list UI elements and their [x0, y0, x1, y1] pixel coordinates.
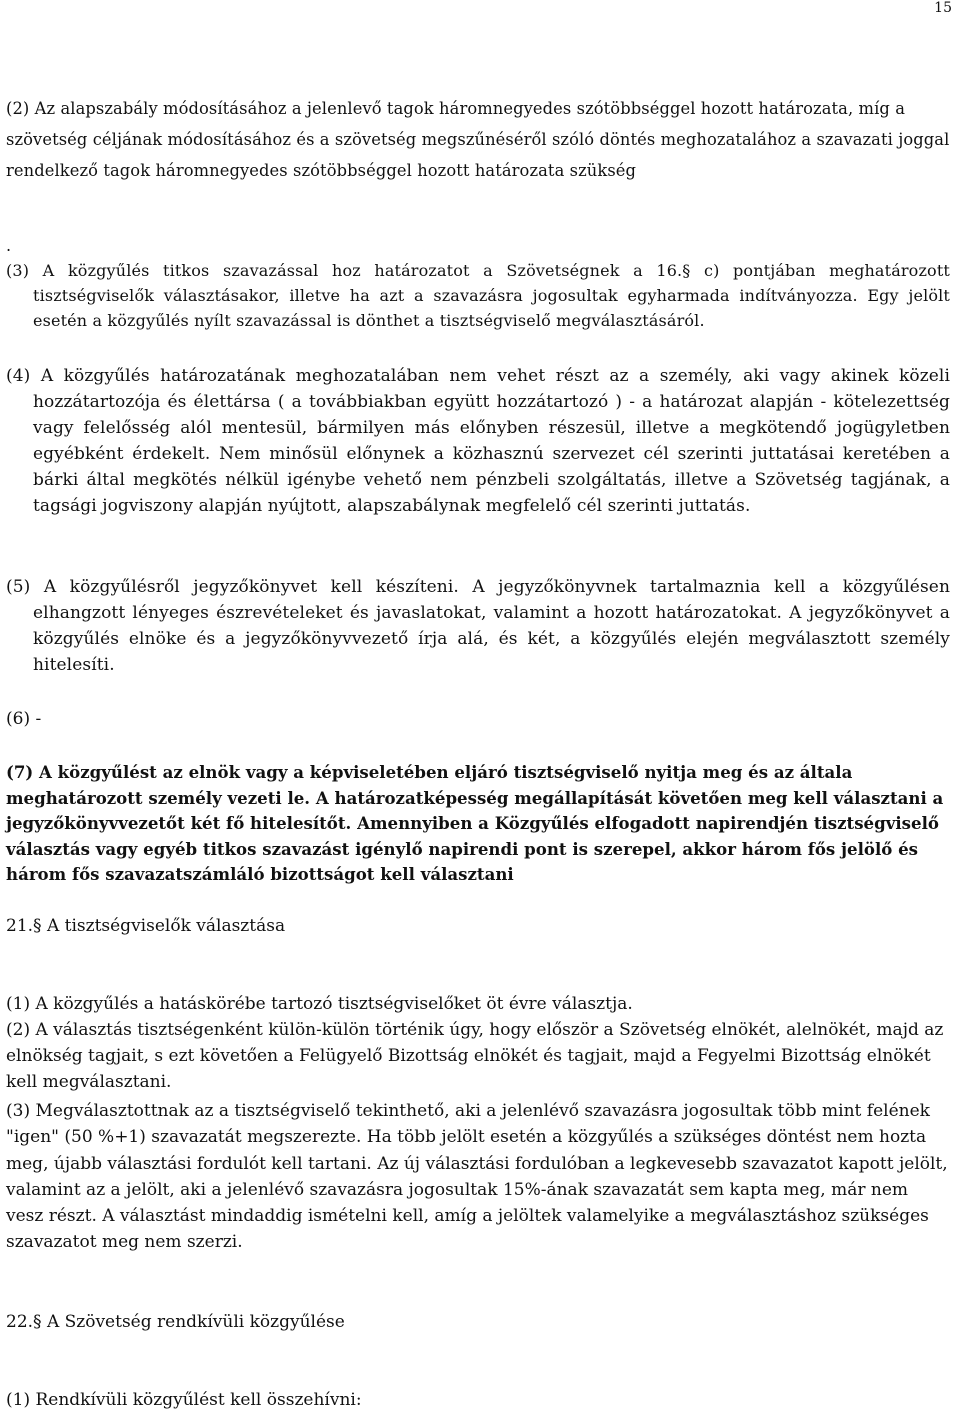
paragraph-3: (3) A közgyűlés titkos szavazással hoz határozatot a Szövetségnek a 16.§ c) pontjában meghatározott tisztségviselők választásakor, illetve ha azt a szavazásra jogosultak egyharmada indítványozza. Egy jelölt esetén a közgyűlés nyílt szavazással is dönthet a tisztségviselő megválasztásáról. — [6, 261, 950, 330]
paragraph-5: (5) A közgyűlésről jegyzőkönyvet kell készíteni. A jegyzőkönyvnek tartalmaznia kell a közgyűlésen elhangzott lényeges észrevételeket és javaslatokat, valamint a hozott határozatokat. A jegyzőkönyvet a közgyűlés elnöke és a jegyzőkönyvvezető írja alá, és két, a közgyűlés elején megválasztott személy hitelesíti. — [6, 577, 950, 675]
section-21-paragraph-3: (3) Megválasztottnak az a tisztségviselő tekinthető, aki a jelenlévő szavazásra jogosultak több mint felének "igen" (50 %+1) szavazatát megszerezte. Ha több jelölt esetén a közgyűlés a szükséges döntést nem hozta meg, újabb választási fordulót kell tartani. Az új választási fordulóban a legkevesebb szavazatot kapott jelölt, valamint az a jelölt, aki a jelenlévő szavazásra jogosultak 15%-ának szavazatát sem kapta meg, már nem vesz részt. A választást mindaddig ismételni kell, amíg a jelöltek valamelyike a megválasztáshoz szükséges szavazatot meg nem szerzi. — [6, 1101, 948, 1253]
section-21-paragraph-2: (2) A választás tisztségenként külön-külön történik úgy, hogy először a Szövetség elnökét, alelnökét, majd az elnökség tagjait, s ezt követően a Felügyelő Bizottság elnökét és tagjait, majd a Fegyelmi Bizottság elnökét kell megválasztani. — [6, 1020, 944, 1092]
paragraph-4: (4) A közgyűlés határozatának meghozatalában nem vehet részt az a személy, aki vagy akinek közeli hozzátartozója és élettársa ( a továbbiakban együtt hozzátartozó ) - a határozat alapján - kötelezettség vagy felelősség alól mentesül, bármilyen más előnyben részesül, illetve a megkötendő jogügyletben egyébként érdekelt. Nem minősül előnynek a közhasznú szervezet cél szerinti juttatásai keretében a bárki által megkötés nélkül igénybe vehető nem pénzbeli szolgáltatás, illetve a Szövetség tagjának, a tagsági jogviszony alapján nyújtott, alapszabálynak megfelelő cél szerinti juttatás. — [6, 366, 950, 516]
section-22-heading: 22.§ A Szövetség rendkívüli közgyűlése — [6, 1312, 345, 1332]
paragraph-2: (2) Az alapszabály módosításához a jelenlevő tagok háromnegyedes szótöbbséggel hozott határozata, míg a szövetség céljának módosításához és a szövetség megszűnéséről szóló döntés meghozatalához a szavazati joggal rendelkező tagok háromnegyedes szótöbbséggel hozott határozata szükség — [6, 99, 950, 180]
stray-dot: . — [6, 236, 12, 255]
section-21-heading: 21.§ A tisztségviselők választása — [6, 916, 286, 936]
paragraph-6: (6) - — [6, 709, 42, 729]
page-number: 15 — [934, 0, 952, 16]
section-22-paragraph-1: (1) Rendkívüli közgyűlést kell összehívni: — [6, 1390, 362, 1410]
section-21-paragraph-1: (1) A közgyűlés a hatáskörébe tartozó tisztségviselőket öt évre választja. — [6, 994, 633, 1014]
paragraph-7: (7) A közgyűlést az elnök vagy a képviseletében eljáró tisztségviselő nyitja meg és az általa meghatározott személy vezeti le. A határozatképesség megállapítását követően meg kell választani a jegyzőkönyvvezetőt két fő hitelesítőt. Amennyiben a Közgyűlés elfogadott napirendjén tisztségviselő választás vagy egyéb titkos szavazást igénylő napirendi pont is szerepel, akkor három fős jelölő és három fős szavazatszámláló bizottságot kell választani — [6, 762, 944, 884]
